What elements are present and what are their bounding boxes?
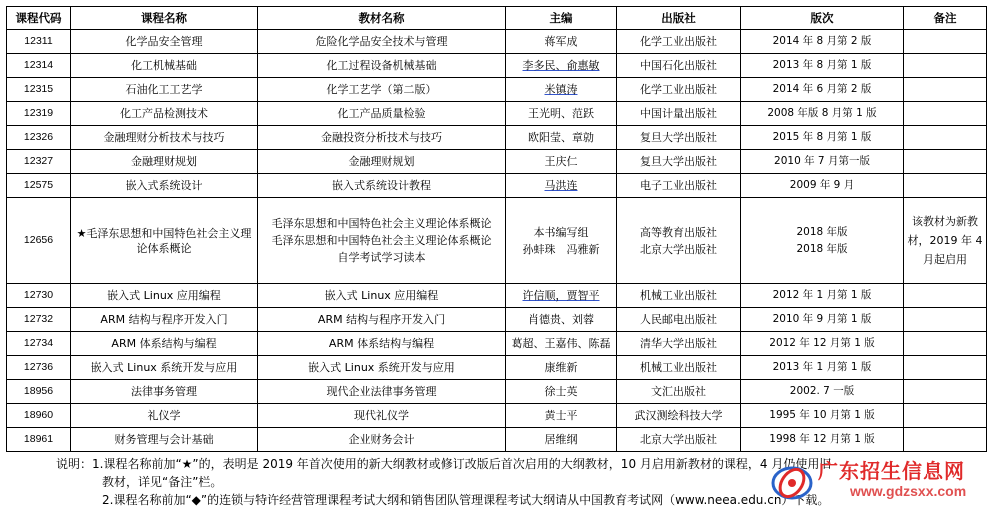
cell-editor: 王庆仁 <box>506 150 617 174</box>
cell-course: 嵌入式系统设计 <box>71 174 258 198</box>
cell-publisher: 化学工业出版社 <box>617 30 741 54</box>
cell-publisher: 化学工业出版社 <box>617 78 741 102</box>
cell-edition: 2009 年 9 月 <box>741 174 904 198</box>
cell-publisher: 机械工业出版社 <box>617 284 741 308</box>
cell-book: ARM 结构与程序开发入门 <box>258 308 506 332</box>
cell-note <box>904 332 987 356</box>
header-course: 课程名称 <box>71 7 258 30</box>
cell-note <box>904 308 987 332</box>
cell-publisher: 人民邮电出版社 <box>617 308 741 332</box>
table-row <box>7 102 987 126</box>
cell-publisher: 机械工业出版社 <box>617 356 741 380</box>
cell-note <box>904 174 987 198</box>
cell-publisher: 文汇出版社 <box>617 380 741 404</box>
cell-code: 12311 <box>7 30 71 54</box>
cell-edition: 1998 年 12 月第 1 版 <box>741 428 904 452</box>
cell-code: 18960 <box>7 404 71 428</box>
cell-editor: 葛超、王嘉伟、陈磊 <box>506 332 617 356</box>
cell-note <box>904 404 987 428</box>
cell-code: 18956 <box>7 380 71 404</box>
header-book: 教材名称 <box>258 7 506 30</box>
editor-line: 孙蚌珠 冯雅新 <box>522 242 600 256</box>
cell-editor <box>506 174 617 198</box>
cell-edition: 2002. 7 一版 <box>741 380 904 404</box>
cell-editor: 王光明、范跃 <box>506 102 617 126</box>
cell-edition: 2012 年 12 月第 1 版 <box>741 332 904 356</box>
cell-book: 嵌入式 Linux 系统开发与应用 <box>258 356 506 380</box>
edition-line: 2018 年版 <box>796 225 848 238</box>
header-editor: 主编 <box>506 7 617 30</box>
watermark-title: 广东招生信息网 <box>818 459 965 483</box>
publisher-line: 高等教育出版社 <box>640 225 717 239</box>
book-line: 自学考试学习读本 <box>337 251 426 264</box>
cell-course: 金融理财分析技术与技巧 <box>71 126 258 150</box>
cell-edition: 2013 年 1 月第 1 版 <box>741 356 904 380</box>
cell-book: 金融投资分析技术与技巧 <box>258 126 506 150</box>
cell-course: 法律事务管理 <box>71 380 258 404</box>
cell-publisher: 复旦大学出版社 <box>617 150 741 174</box>
cell-code: 12327 <box>7 150 71 174</box>
header-note: 备注 <box>904 7 987 30</box>
cell-edition: 2015 年 8 月第 1 版 <box>741 126 904 150</box>
cell-course: 嵌入式 Linux 系统开发与应用 <box>71 356 258 380</box>
cell-book: 现代礼仪学 <box>258 404 506 428</box>
cell-book: 企业财务会计 <box>258 428 506 452</box>
header-publisher: 出版社 <box>617 7 741 30</box>
cell-book <box>258 198 506 284</box>
cell-editor: 徐士英 <box>506 380 617 404</box>
cell-book: ARM 体系结构与编程 <box>258 332 506 356</box>
cell-book: 化学工艺学（第二版） <box>258 78 506 102</box>
cell-note <box>904 428 987 452</box>
cell-editor <box>506 198 617 284</box>
cell-code: 12314 <box>7 54 71 78</box>
cell-course: 石油化工工艺学 <box>71 78 258 102</box>
cell-editor: 蒋军成 <box>506 30 617 54</box>
note-line-2: 教材，详见“备注”栏。 <box>102 475 223 489</box>
cell-code: 12732 <box>7 308 71 332</box>
cell-note <box>904 78 987 102</box>
table-row <box>7 54 987 78</box>
table-row <box>7 428 987 452</box>
cell-course: 金融理财规划 <box>71 150 258 174</box>
edition-line: 2018 年版 <box>796 242 848 255</box>
table-row <box>7 284 987 308</box>
cell-editor: 肖德贵、刘蓉 <box>506 308 617 332</box>
cell-course: 礼仪学 <box>71 404 258 428</box>
cell-publisher: 武汉测绘科技大学 <box>617 404 741 428</box>
table-row <box>7 78 987 102</box>
cell-edition: 2014 年 6 月第 2 版 <box>741 78 904 102</box>
cell-edition: 2010 年 9 月第 1 版 <box>741 308 904 332</box>
cell-course: 财务管理与会计基础 <box>71 428 258 452</box>
cell-edition: 2012 年 1 月第 1 版 <box>741 284 904 308</box>
cell-note <box>904 380 987 404</box>
textbook-table <box>6 6 987 452</box>
table-row <box>7 380 987 404</box>
cell-editor: 黄士平 <box>506 404 617 428</box>
cell-publisher: 中国石化出版社 <box>617 54 741 78</box>
header-edition: 版次 <box>741 7 904 30</box>
cell-publisher <box>617 198 741 284</box>
cell-publisher: 北京大学出版社 <box>617 428 741 452</box>
cell-code: 12315 <box>7 78 71 102</box>
cell-course: 化工产品检测技术 <box>71 102 258 126</box>
cell-code: 12734 <box>7 332 71 356</box>
book-line: 毛泽东思想和中国特色社会主义理论体系概论 <box>271 217 492 230</box>
table-row <box>7 404 987 428</box>
table-row <box>7 198 987 284</box>
cell-code: 12736 <box>7 356 71 380</box>
cell-edition: 2014 年 8 月第 2 版 <box>741 30 904 54</box>
site-logo-icon <box>770 459 814 503</box>
table-row <box>7 332 987 356</box>
cell-publisher: 复旦大学出版社 <box>617 126 741 150</box>
table-row <box>7 356 987 380</box>
table-row <box>7 30 987 54</box>
cell-course: ARM 体系结构与编程 <box>71 332 258 356</box>
cell-note: 该教材为新教材，2019 年 4 月起启用 <box>904 198 987 284</box>
cell-edition: 1995 年 10 月第 1 版 <box>741 404 904 428</box>
cell-note <box>904 30 987 54</box>
watermark-url[interactable]: www.gdzsxx.com <box>850 483 967 499</box>
note-line-1: 说明：1.课程名称前加“★”的，表明是 2019 年首次使用的新大纲教材或修订改版后首次启用的大纲教材，10 月启用新教材的课程，4 月仍使用旧 <box>56 457 832 471</box>
cell-book: 化工过程设备机械基础 <box>258 54 506 78</box>
cell-edition <box>741 198 904 284</box>
cell-note <box>904 150 987 174</box>
cell-code: 12326 <box>7 126 71 150</box>
cell-edition: 2010 年 7 月第一版 <box>741 150 904 174</box>
table-row <box>7 150 987 174</box>
site-watermark <box>770 453 970 509</box>
cell-book: 现代企业法律事务管理 <box>258 380 506 404</box>
cell-note <box>904 284 987 308</box>
cell-code: 12656 <box>7 198 71 284</box>
header-code: 课程代码 <box>7 7 71 30</box>
cell-publisher: 清华大学出版社 <box>617 332 741 356</box>
cell-publisher: 中国计量出版社 <box>617 102 741 126</box>
table-header-row <box>7 7 987 30</box>
cell-note <box>904 126 987 150</box>
publisher-line: 北京大学出版社 <box>640 242 717 256</box>
cell-course: ARM 结构与程序开发入门 <box>71 308 258 332</box>
editor-line: 本书编写组 <box>533 225 589 239</box>
cell-course: ★毛泽东思想和中国特色社会主义理论体系概论 <box>71 198 258 284</box>
cell-course: 化工机械基础 <box>71 54 258 78</box>
table-row <box>7 126 987 150</box>
book-line: 毛泽东思想和中国特色社会主义理论体系概论 <box>271 234 492 247</box>
cell-editor: 欧阳莹、章勍 <box>506 126 617 150</box>
table-row <box>7 308 987 332</box>
cell-code: 12575 <box>7 174 71 198</box>
cell-edition: 2008 年版 8 月第 1 版 <box>741 102 904 126</box>
cell-editor <box>506 284 617 308</box>
editor-text: 许信顺，贾智平 <box>522 289 600 302</box>
cell-book: 危险化学品安全技术与管理 <box>258 30 506 54</box>
cell-editor <box>506 54 617 78</box>
cell-publisher: 电子工业出版社 <box>617 174 741 198</box>
cell-course: 化学品安全管理 <box>71 30 258 54</box>
cell-code: 18961 <box>7 428 71 452</box>
cell-edition: 2013 年 8 月第 1 版 <box>741 54 904 78</box>
cell-note <box>904 54 987 78</box>
cell-note <box>904 356 987 380</box>
cell-book: 嵌入式 Linux 应用编程 <box>258 284 506 308</box>
cell-code: 12730 <box>7 284 71 308</box>
cell-editor: 康维新 <box>506 356 617 380</box>
note-line-3: 2.课程名称前加“◆”的连锁与特许经营管理课程考试大纲和销售团队管理课程考试大纲请从中国教育考试网（www.neea.edu.cn）下载。 <box>102 493 830 507</box>
table-row <box>7 174 987 198</box>
editor-text: 李多民、俞惠敏 <box>522 59 600 72</box>
cell-book: 嵌入式系统设计教程 <box>258 174 506 198</box>
editor-text: 米镇涛 <box>544 83 578 96</box>
cell-course: 嵌入式 Linux 应用编程 <box>71 284 258 308</box>
cell-editor: 居维纲 <box>506 428 617 452</box>
editor-text: 马洪连 <box>544 179 578 192</box>
cell-note <box>904 102 987 126</box>
cell-editor <box>506 78 617 102</box>
cell-code: 12319 <box>7 102 71 126</box>
cell-book: 金融理财规划 <box>258 150 506 174</box>
cell-book: 化工产品质量检验 <box>258 102 506 126</box>
